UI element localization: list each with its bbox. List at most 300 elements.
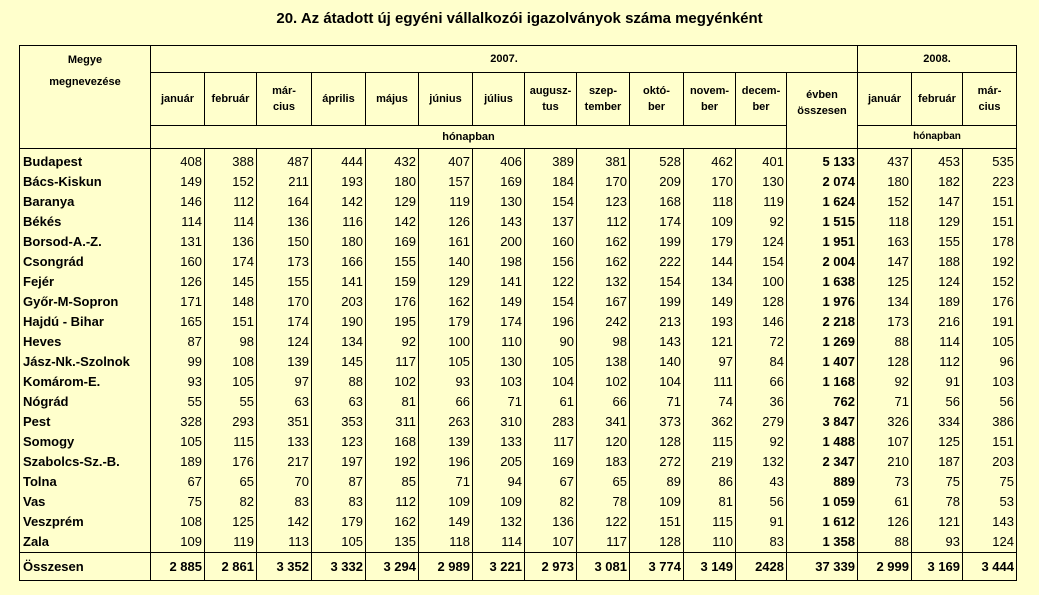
month-value-2008: 124: [912, 272, 963, 292]
month-value-2007: 105: [312, 532, 366, 553]
month-header-2007: augusz- tus: [525, 73, 577, 126]
table-row: [20, 232, 1017, 252]
month-value-2007: 115: [684, 512, 736, 532]
month-value-2007: 114: [473, 532, 525, 553]
month-value-2007: 351: [257, 412, 312, 432]
month-value-2007: 110: [473, 332, 525, 352]
month-value-2007: 173: [257, 252, 312, 272]
month-value-2007: 109: [151, 532, 205, 553]
month-value-2007: 123: [312, 432, 366, 452]
month-value-2007: 408: [151, 149, 205, 173]
month-value-2007: 341: [577, 412, 630, 432]
month-value-2007: 65: [577, 472, 630, 492]
month-value-2007: 133: [473, 432, 525, 452]
month-value-2007: 199: [630, 232, 684, 252]
month-value-2007: 197: [312, 452, 366, 472]
month-value-2007: 222: [630, 252, 684, 272]
month-value-2007: 151: [205, 312, 257, 332]
year-total-value: 2 004: [787, 252, 858, 272]
total-label: Összesen: [20, 553, 151, 581]
month-value-2007: 174: [257, 312, 312, 332]
month-value-2008: 192: [963, 252, 1017, 272]
county-name: Pest: [20, 412, 151, 432]
month-value-2007: 61: [525, 392, 577, 412]
month-value-2007: 113: [257, 532, 312, 553]
month-value-2007: 145: [205, 272, 257, 292]
month-header-2008: február: [912, 73, 963, 126]
month-value-2007: 217: [257, 452, 312, 472]
month-value-2007: 117: [366, 352, 419, 372]
month-value-2008: 151: [963, 212, 1017, 232]
total-month-2007: 3 332: [312, 553, 366, 581]
month-value-2007: 183: [577, 452, 630, 472]
month-value-2007: 211: [257, 172, 312, 192]
county-name: Fejér: [20, 272, 151, 292]
year-total-value: 2 347: [787, 452, 858, 472]
month-value-2007: 112: [205, 192, 257, 212]
month-value-2007: 388: [205, 149, 257, 173]
county-name: Heves: [20, 332, 151, 352]
month-value-2008: 75: [963, 472, 1017, 492]
total-month-2007: 3 221: [473, 553, 525, 581]
month-value-2008: 93: [912, 532, 963, 553]
total-month-2007: 2 989: [419, 553, 473, 581]
month-value-2007: 128: [630, 432, 684, 452]
month-value-2007: 160: [525, 232, 577, 252]
table-row: [20, 392, 1017, 412]
total-month-2007: 3 294: [366, 553, 419, 581]
month-value-2008: 210: [858, 452, 912, 472]
month-value-2008: 121: [912, 512, 963, 532]
month-value-2007: 373: [630, 412, 684, 432]
table-row: [20, 352, 1017, 372]
month-value-2007: 161: [419, 232, 473, 252]
month-value-2007: 132: [736, 452, 787, 472]
total-month-2008: 3 444: [963, 553, 1017, 581]
month-value-2007: 179: [684, 232, 736, 252]
county-name: Zala: [20, 532, 151, 553]
county-name: Veszprém: [20, 512, 151, 532]
table-row: [20, 272, 1017, 292]
month-value-2007: 149: [473, 292, 525, 312]
month-value-2007: 125: [205, 512, 257, 532]
month-value-2007: 107: [525, 532, 577, 553]
month-value-2007: 70: [257, 472, 312, 492]
total-month-2007: 3 149: [684, 553, 736, 581]
month-value-2007: 135: [366, 532, 419, 553]
month-value-2008: 191: [963, 312, 1017, 332]
month-value-2007: 136: [525, 512, 577, 532]
month-value-2007: 82: [205, 492, 257, 512]
month-value-2007: 115: [205, 432, 257, 452]
county-name: Borsod-A.-Z.: [20, 232, 151, 252]
month-value-2007: 129: [419, 272, 473, 292]
month-value-2007: 165: [151, 312, 205, 332]
month-value-2007: 43: [736, 472, 787, 492]
month-value-2007: 63: [257, 392, 312, 412]
year-total-header: évben összesen: [787, 73, 858, 149]
total-month-2007: 3 081: [577, 553, 630, 581]
month-value-2007: 401: [736, 149, 787, 173]
county-name: Csongrád: [20, 252, 151, 272]
month-value-2007: 190: [312, 312, 366, 332]
county-name: Budapest: [20, 149, 151, 173]
month-value-2007: 126: [151, 272, 205, 292]
month-value-2007: 71: [630, 392, 684, 412]
month-value-2007: 63: [312, 392, 366, 412]
table-row: [20, 292, 1017, 312]
month-value-2007: 310: [473, 412, 525, 432]
county-name: Békés: [20, 212, 151, 232]
month-value-2007: 118: [684, 192, 736, 212]
year-total-value: 2 074: [787, 172, 858, 192]
month-header-2008: január: [858, 73, 912, 126]
year-total-value: 1 407: [787, 352, 858, 372]
month-value-2008: 151: [963, 432, 1017, 452]
month-value-2007: 169: [366, 232, 419, 252]
month-value-2008: 125: [858, 272, 912, 292]
month-value-2008: 107: [858, 432, 912, 452]
month-value-2007: 150: [257, 232, 312, 252]
month-value-2007: 67: [525, 472, 577, 492]
month-value-2007: 121: [684, 332, 736, 352]
month-value-2007: 174: [205, 252, 257, 272]
month-value-2007: 162: [577, 232, 630, 252]
month-value-2007: 146: [736, 312, 787, 332]
month-value-2007: 117: [577, 532, 630, 553]
month-value-2007: 293: [205, 412, 257, 432]
month-value-2008: 188: [912, 252, 963, 272]
year-total-value: 1 624: [787, 192, 858, 212]
month-value-2007: 184: [525, 172, 577, 192]
month-value-2007: 66: [736, 372, 787, 392]
month-value-2007: 159: [366, 272, 419, 292]
month-value-2007: 169: [525, 452, 577, 472]
year-total-value: 1 269: [787, 332, 858, 352]
table-row: [20, 532, 1017, 553]
month-value-2008: 96: [963, 352, 1017, 372]
month-value-2007: 193: [684, 312, 736, 332]
month-value-2007: 119: [736, 192, 787, 212]
month-value-2007: 154: [630, 272, 684, 292]
month-value-2007: 170: [577, 172, 630, 192]
month-value-2007: 166: [312, 252, 366, 272]
month-value-2007: 149: [151, 172, 205, 192]
month-value-2007: 154: [736, 252, 787, 272]
year-2008-header: 2008.: [858, 46, 1017, 73]
table-row: [20, 149, 1017, 173]
month-value-2007: 132: [473, 512, 525, 532]
month-value-2007: 133: [257, 432, 312, 452]
month-value-2007: 117: [525, 432, 577, 452]
month-value-2007: 74: [684, 392, 736, 412]
month-value-2007: 142: [366, 212, 419, 232]
month-value-2007: 149: [419, 512, 473, 532]
month-value-2007: 102: [366, 372, 419, 392]
month-value-2007: 162: [419, 292, 473, 312]
month-value-2008: 56: [912, 392, 963, 412]
month-value-2007: 462: [684, 149, 736, 173]
month-value-2007: 167: [577, 292, 630, 312]
month-value-2007: 108: [151, 512, 205, 532]
month-value-2007: 115: [684, 432, 736, 452]
month-value-2007: 272: [630, 452, 684, 472]
month-value-2007: 119: [419, 192, 473, 212]
month-value-2007: 90: [525, 332, 577, 352]
month-value-2007: 353: [312, 412, 366, 432]
month-value-2007: 92: [736, 432, 787, 452]
month-value-2007: 146: [151, 192, 205, 212]
year-total-value: 889: [787, 472, 858, 492]
month-value-2007: 103: [473, 372, 525, 392]
month-value-2008: 53: [963, 492, 1017, 512]
month-value-2007: 209: [630, 172, 684, 192]
month-value-2007: 328: [151, 412, 205, 432]
month-value-2007: 195: [366, 312, 419, 332]
county-name: Hajdú - Bihar: [20, 312, 151, 332]
month-value-2008: 61: [858, 492, 912, 512]
month-value-2007: 132: [577, 272, 630, 292]
month-value-2007: 105: [525, 352, 577, 372]
month-value-2007: 432: [366, 149, 419, 173]
month-header-2007: novem- ber: [684, 73, 736, 126]
month-value-2008: 75: [912, 472, 963, 492]
year-total-value: 1 168: [787, 372, 858, 392]
total-month-2008: 3 169: [912, 553, 963, 581]
month-value-2007: 111: [684, 372, 736, 392]
table-row: [20, 252, 1017, 272]
total-month-2007: 2 885: [151, 553, 205, 581]
month-value-2008: 91: [912, 372, 963, 392]
month-value-2007: 176: [205, 452, 257, 472]
month-value-2007: 179: [312, 512, 366, 532]
month-value-2007: 192: [366, 452, 419, 472]
year-total-value: 1 976: [787, 292, 858, 312]
month-value-2007: 180: [366, 172, 419, 192]
month-value-2008: 326: [858, 412, 912, 432]
month-value-2007: 528: [630, 149, 684, 173]
month-value-2007: 149: [684, 292, 736, 312]
month-value-2008: 453: [912, 149, 963, 173]
month-value-2007: 75: [151, 492, 205, 512]
month-value-2007: 444: [312, 149, 366, 173]
month-value-2008: 88: [858, 532, 912, 553]
month-value-2008: 147: [858, 252, 912, 272]
month-value-2007: 105: [205, 372, 257, 392]
table-row: [20, 172, 1017, 192]
year-total-value: 1 638: [787, 272, 858, 292]
county-name: Nógrád: [20, 392, 151, 412]
month-value-2007: 157: [419, 172, 473, 192]
table-row: [20, 332, 1017, 352]
month-value-2008: 334: [912, 412, 963, 432]
month-value-2007: 174: [473, 312, 525, 332]
month-value-2008: 151: [963, 192, 1017, 212]
month-value-2007: 100: [736, 272, 787, 292]
month-value-2007: 129: [366, 192, 419, 212]
month-value-2007: 88: [312, 372, 366, 392]
month-value-2007: 311: [366, 412, 419, 432]
month-value-2007: 36: [736, 392, 787, 412]
month-value-2007: 130: [473, 352, 525, 372]
month-value-2008: 152: [858, 192, 912, 212]
month-value-2007: 110: [684, 532, 736, 553]
month-value-2008: 178: [963, 232, 1017, 252]
total-month-2007: 2 861: [205, 553, 257, 581]
month-value-2008: 173: [858, 312, 912, 332]
month-value-2007: 122: [525, 272, 577, 292]
month-header-2007: július: [473, 73, 525, 126]
county-name: Szabolcs-Sz.-B.: [20, 452, 151, 472]
month-value-2007: 65: [205, 472, 257, 492]
month-value-2007: 83: [312, 492, 366, 512]
month-value-2008: 125: [912, 432, 963, 452]
month-value-2007: 104: [630, 372, 684, 392]
month-value-2007: 180: [312, 232, 366, 252]
month-value-2007: 143: [630, 332, 684, 352]
month-value-2008: 535: [963, 149, 1017, 173]
month-value-2008: 386: [963, 412, 1017, 432]
month-value-2007: 55: [205, 392, 257, 412]
month-value-2007: 144: [684, 252, 736, 272]
month-value-2007: 71: [419, 472, 473, 492]
total-month-2008: 2 999: [858, 553, 912, 581]
month-value-2008: 134: [858, 292, 912, 312]
month-value-2008: 223: [963, 172, 1017, 192]
month-value-2007: 154: [525, 292, 577, 312]
month-value-2007: 143: [473, 212, 525, 232]
month-value-2007: 179: [419, 312, 473, 332]
month-value-2008: 180: [858, 172, 912, 192]
month-value-2007: 389: [525, 149, 577, 173]
total-month-2007: 2428: [736, 553, 787, 581]
month-value-2008: 203: [963, 452, 1017, 472]
county-name: Tolna: [20, 472, 151, 492]
month-value-2008: 437: [858, 149, 912, 173]
month-value-2008: 187: [912, 452, 963, 472]
month-value-2007: 148: [205, 292, 257, 312]
month-value-2007: 119: [205, 532, 257, 553]
month-value-2007: 109: [684, 212, 736, 232]
month-value-2007: 196: [525, 312, 577, 332]
month-value-2007: 130: [736, 172, 787, 192]
month-value-2007: 99: [151, 352, 205, 372]
month-value-2008: 189: [912, 292, 963, 312]
month-value-2007: 67: [151, 472, 205, 492]
table-row: [20, 432, 1017, 452]
month-value-2007: 170: [257, 292, 312, 312]
month-value-2007: 97: [257, 372, 312, 392]
month-value-2007: 164: [257, 192, 312, 212]
month-value-2007: 140: [630, 352, 684, 372]
table-row: [20, 412, 1017, 432]
month-value-2007: 71: [473, 392, 525, 412]
month-value-2007: 118: [419, 532, 473, 553]
month-value-2008: 105: [963, 332, 1017, 352]
month-value-2007: 142: [257, 512, 312, 532]
month-value-2008: 73: [858, 472, 912, 492]
month-value-2007: 87: [312, 472, 366, 492]
month-value-2007: 89: [630, 472, 684, 492]
month-value-2007: 381: [577, 149, 630, 173]
month-value-2007: 142: [312, 192, 366, 212]
month-value-2007: 109: [419, 492, 473, 512]
month-value-2008: 155: [912, 232, 963, 252]
county-name: Somogy: [20, 432, 151, 452]
month-value-2007: 168: [630, 192, 684, 212]
month-value-2007: 128: [630, 532, 684, 553]
month-value-2007: 128: [736, 292, 787, 312]
month-value-2007: 81: [366, 392, 419, 412]
month-value-2007: 193: [312, 172, 366, 192]
month-value-2007: 145: [312, 352, 366, 372]
month-value-2007: 156: [525, 252, 577, 272]
month-value-2007: 91: [736, 512, 787, 532]
month-value-2007: 169: [473, 172, 525, 192]
month-value-2007: 203: [312, 292, 366, 312]
month-value-2007: 130: [473, 192, 525, 212]
month-header-2007: május: [366, 73, 419, 126]
month-value-2008: 103: [963, 372, 1017, 392]
month-value-2007: 140: [419, 252, 473, 272]
month-value-2007: 78: [577, 492, 630, 512]
month-value-2007: 124: [257, 332, 312, 352]
month-value-2007: 155: [366, 252, 419, 272]
month-value-2007: 83: [736, 532, 787, 553]
year-total-value: 2 218: [787, 312, 858, 332]
data-table: [19, 45, 1017, 581]
month-value-2008: 126: [858, 512, 912, 532]
month-value-2007: 131: [151, 232, 205, 252]
month-value-2007: 98: [205, 332, 257, 352]
month-value-2007: 137: [525, 212, 577, 232]
month-value-2007: 196: [419, 452, 473, 472]
total-row: [20, 553, 1017, 581]
county-name: Jász-Nk.-Szolnok: [20, 352, 151, 372]
month-value-2007: 92: [736, 212, 787, 232]
county-name: Komárom-E.: [20, 372, 151, 392]
month-value-2007: 263: [419, 412, 473, 432]
month-value-2008: 124: [963, 532, 1017, 553]
month-value-2007: 162: [577, 252, 630, 272]
month-value-2007: 112: [577, 212, 630, 232]
table-row: [20, 212, 1017, 232]
honapban-2008: hónapban: [858, 126, 1017, 149]
month-value-2007: 98: [577, 332, 630, 352]
month-value-2007: 108: [205, 352, 257, 372]
month-value-2008: 92: [858, 372, 912, 392]
month-header-2008: már- cius: [963, 73, 1017, 126]
month-value-2007: 162: [366, 512, 419, 532]
month-value-2007: 93: [151, 372, 205, 392]
month-header-2007: szep- tember: [577, 73, 630, 126]
month-value-2007: 114: [205, 212, 257, 232]
month-value-2007: 82: [525, 492, 577, 512]
month-value-2008: 88: [858, 332, 912, 352]
month-value-2008: 78: [912, 492, 963, 512]
month-value-2007: 176: [366, 292, 419, 312]
month-value-2007: 199: [630, 292, 684, 312]
month-value-2007: 362: [684, 412, 736, 432]
month-value-2008: 176: [963, 292, 1017, 312]
month-value-2007: 120: [577, 432, 630, 452]
month-value-2007: 83: [257, 492, 312, 512]
month-header-2007: decem- ber: [736, 73, 787, 126]
month-value-2007: 171: [151, 292, 205, 312]
total-month-2007: 3 352: [257, 553, 312, 581]
month-value-2007: 56: [736, 492, 787, 512]
year-total-value: 3 847: [787, 412, 858, 432]
